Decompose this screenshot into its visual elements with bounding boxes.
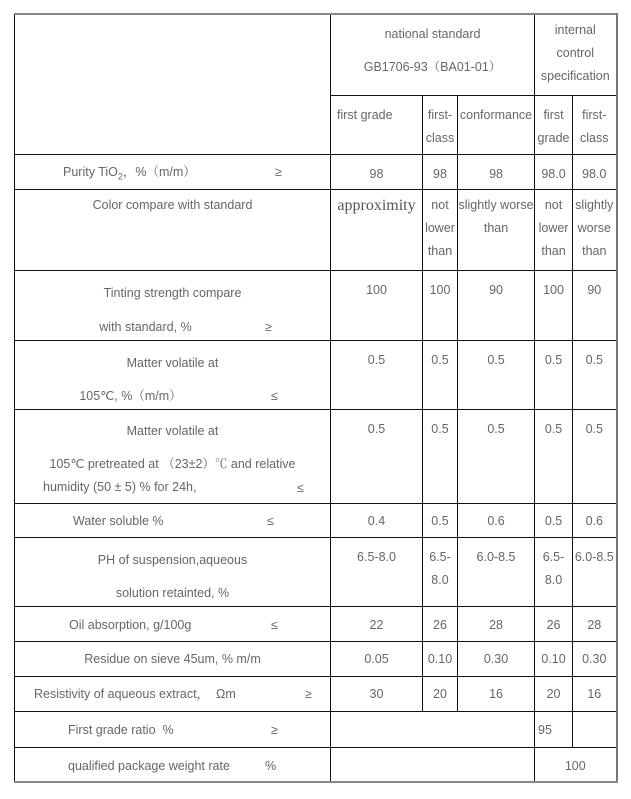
cell-value: 6.0-8.5 bbox=[573, 537, 617, 606]
cell-value: approximity bbox=[331, 189, 423, 270]
cell-value: 6.5-8.0 bbox=[535, 537, 573, 606]
row-label-ph bbox=[15, 537, 331, 606]
table-row-residue-on-sieve bbox=[15, 641, 617, 676]
national-standard-code: GB1706-93（BA01-01） bbox=[363, 60, 502, 74]
cell-value: 100 bbox=[423, 270, 458, 340]
cell-value: 100 bbox=[331, 270, 423, 340]
label-text: Resistivity of aqueous extract， Ωm bbox=[34, 686, 236, 701]
label-line: with standard, % bbox=[99, 319, 192, 334]
label-line: humidity (50 ± 5) % for 24h, bbox=[43, 479, 197, 494]
cell-value: slightly worse than bbox=[458, 189, 535, 270]
label-text: Water soluble % bbox=[73, 513, 164, 528]
table-row-first-grade-ratio bbox=[15, 711, 617, 747]
comparison-symbol: ≥ bbox=[265, 319, 272, 334]
purity-label-text: Purity TiO bbox=[63, 164, 118, 179]
cell-value: 0.5 bbox=[458, 340, 535, 409]
internal-control-label: internal control specification bbox=[540, 23, 610, 83]
empty-cell bbox=[573, 711, 617, 747]
cell-value: 0.5 bbox=[458, 409, 535, 503]
cell-value: 0.5 bbox=[423, 503, 458, 537]
cell-value: 98.0 bbox=[535, 154, 573, 189]
column-header-internal-first-class: first-class bbox=[573, 95, 617, 154]
label-text: Oil absorption, g/100g bbox=[69, 617, 192, 632]
row-label-color: Color compare with standard bbox=[15, 189, 331, 270]
table-row-tinting-strength bbox=[15, 270, 617, 340]
national-standard-header bbox=[331, 14, 535, 95]
cell-value: 26 bbox=[535, 606, 573, 641]
cell-value: 0.10 bbox=[535, 641, 573, 676]
cell-value: 100 bbox=[535, 270, 573, 340]
cell-value: 16 bbox=[573, 676, 617, 711]
table-row-purity bbox=[15, 154, 617, 189]
table-row-ph bbox=[15, 537, 617, 606]
cell-value: 0.5 bbox=[535, 503, 573, 537]
internal-control-header bbox=[535, 14, 617, 95]
cell-value: 0.5 bbox=[331, 409, 423, 503]
cell-value: 0.5 bbox=[535, 409, 573, 503]
cell-value: 0.05 bbox=[331, 641, 423, 676]
row-label-matter-volatile-pretreated bbox=[15, 409, 331, 503]
cell-value: not lower than bbox=[423, 189, 458, 270]
cell-value: 0.4 bbox=[331, 503, 423, 537]
row-label-oil-absorption bbox=[15, 606, 331, 641]
table-row-matter-volatile-pretreated bbox=[15, 409, 617, 503]
comparison-symbol: ≥ bbox=[271, 722, 278, 737]
cell-value: 100 bbox=[535, 747, 617, 782]
table-row-matter-volatile bbox=[15, 340, 617, 409]
row-label-matter-volatile bbox=[15, 340, 331, 409]
purity-label-subscript: 2 bbox=[117, 171, 123, 181]
column-header-internal-first-grade: first grade bbox=[535, 95, 573, 154]
label-line: Matter volatile at bbox=[126, 355, 219, 370]
comparison-symbol: ≤ bbox=[271, 617, 278, 632]
empty-national-cell bbox=[331, 711, 535, 747]
cell-value: 28 bbox=[573, 606, 617, 641]
label-line: Matter volatile at bbox=[126, 423, 219, 438]
cell-value: not lower than bbox=[535, 189, 573, 270]
empty-national-cell bbox=[331, 747, 535, 782]
cell-value: 98 bbox=[423, 154, 458, 189]
cell-value: 90 bbox=[573, 270, 617, 340]
cell-value: 0.5 bbox=[573, 340, 617, 409]
cell-value: 22 bbox=[331, 606, 423, 641]
row-label-package-weight-rate bbox=[15, 747, 331, 782]
cell-value: 98.0 bbox=[573, 154, 617, 189]
table-row-oil-absorption bbox=[15, 606, 617, 641]
cell-value: 6.5-8.0 bbox=[331, 537, 423, 606]
cell-value: 0.5 bbox=[573, 409, 617, 503]
row-label-water-soluble bbox=[15, 503, 331, 537]
cell-value: 16 bbox=[458, 676, 535, 711]
cell-value: 0.30 bbox=[573, 641, 617, 676]
comparison-symbol: ≤ bbox=[271, 388, 278, 403]
purity-label-unit: ，%（m/m） bbox=[122, 164, 196, 179]
national-standard-label: national standard bbox=[384, 27, 481, 41]
cell-value: 98 bbox=[331, 154, 423, 189]
cell-value: slightly worse than bbox=[573, 189, 617, 270]
row-label-first-grade-ratio bbox=[15, 711, 331, 747]
label-text: First grade ratio % bbox=[68, 722, 174, 737]
cell-value: 98 bbox=[458, 154, 535, 189]
cell-value: 26 bbox=[423, 606, 458, 641]
cell-value: 0.5 bbox=[331, 340, 423, 409]
label-text: qualified package weight rate bbox=[68, 758, 230, 773]
label-line: 105℃, %（m/m） bbox=[79, 388, 182, 403]
comparison-symbol: ≤ bbox=[267, 513, 274, 528]
cell-value: 0.5 bbox=[535, 340, 573, 409]
table-row-water-soluble bbox=[15, 503, 617, 537]
row-label-residue-on-sieve: Residue on sieve 45um, % m/m bbox=[15, 641, 331, 676]
row-label-purity bbox=[15, 154, 331, 189]
label-line: 105℃ pretreated at （23±2）℃ and relative bbox=[49, 456, 296, 471]
cell-value: 6.0-8.5 bbox=[458, 537, 535, 606]
cell-value: 20 bbox=[423, 676, 458, 711]
cell-value: 28 bbox=[458, 606, 535, 641]
cell-value: 6.5-8.0 bbox=[423, 537, 458, 606]
header-corner-cell bbox=[15, 14, 331, 154]
cell-value: 0.30 bbox=[458, 641, 535, 676]
row-label-resistivity bbox=[15, 676, 331, 711]
cell-value: 30 bbox=[331, 676, 423, 711]
cell-value: 0.5 bbox=[423, 340, 458, 409]
cell-value: 90 bbox=[458, 270, 535, 340]
comparison-symbol: ≥ bbox=[305, 686, 312, 701]
table-row-color bbox=[15, 189, 617, 270]
table-row-resistivity bbox=[15, 676, 617, 711]
unit-symbol: % bbox=[265, 758, 277, 773]
label-line: solution retainted, % bbox=[115, 585, 230, 600]
cell-value: 95 bbox=[535, 711, 573, 747]
cell-value: 20 bbox=[535, 676, 573, 711]
cell-value: 0.6 bbox=[573, 503, 617, 537]
comparison-symbol: ≤ bbox=[297, 480, 304, 495]
label-line: Tinting strength compare bbox=[103, 285, 242, 300]
label-line: PH of suspension,aqueous bbox=[97, 552, 248, 567]
cell-value: 0.10 bbox=[423, 641, 458, 676]
comparison-symbol: ≥ bbox=[275, 164, 282, 179]
table-row-package-weight-rate bbox=[15, 747, 617, 782]
cell-value: 0.5 bbox=[423, 409, 458, 503]
column-header-conformance: conformance bbox=[458, 95, 535, 154]
row-label-tinting-strength bbox=[15, 270, 331, 340]
cell-value: 0.6 bbox=[458, 503, 535, 537]
column-header-first-grade: first grade bbox=[331, 95, 423, 154]
column-header-first-class: first-class bbox=[423, 95, 458, 154]
quality-spec-table bbox=[14, 13, 618, 783]
